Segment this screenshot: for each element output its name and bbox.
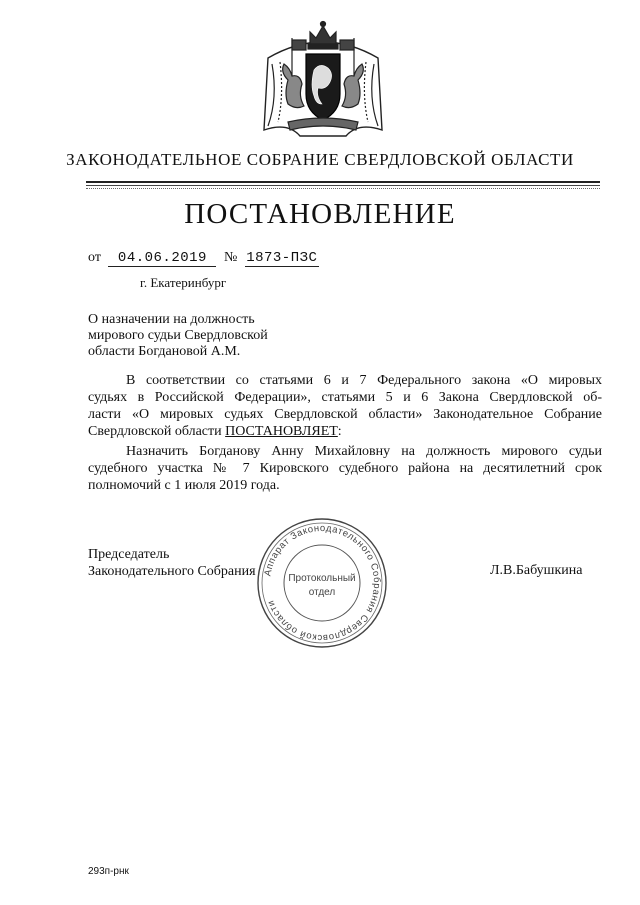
body-line: В соответствии со статьями 6 и 7 Федерального закона «О мировых (126, 373, 602, 388)
signatory-title (88, 546, 256, 580)
document-type-heading: ПОСТАНОВЛЕНИЕ (184, 198, 456, 230)
coat-of-arms-emblem (258, 18, 388, 144)
body-line: судебного участка № 7 Кировского судебного района на десятилетний срок (88, 461, 602, 476)
body-line: ласти «О мировых судьях Свердловской области» Законодательное Собрание (88, 407, 602, 422)
document-number: 1873-ПЗС (246, 250, 318, 266)
header-rule-dotted (86, 188, 600, 189)
subject-line: О назначении на должность (88, 312, 255, 327)
subject-line: области Богдановой А.М. (88, 344, 241, 359)
registration-line (88, 250, 319, 268)
body-text: : (337, 424, 342, 439)
signatory-title-line: Председатель (88, 547, 170, 562)
official-stamp (254, 515, 390, 651)
stamp-center-line: Протокольный (288, 573, 356, 584)
document-subject (88, 312, 348, 360)
issue-city: г. Екатеринбург (140, 275, 227, 290)
subject-line: мирового судьи Свердловской (88, 328, 268, 343)
header-rule-thin (86, 185, 600, 186)
stamp-ring-text: Аппарат Законодательного Собрания Свердловской области (262, 522, 383, 644)
signatory-name: Л.В.Бабушкина (490, 563, 583, 578)
document-date: 04.06.2019 (108, 250, 216, 267)
body-text: Свердловской области (88, 424, 226, 439)
footer-registration-code: 293п-рнк (88, 866, 129, 877)
organization-title: ЗАКОНОДАТЕЛЬНОЕ СОБРАНИЕ СВЕРДЛОВСКОЙ ОБЛАСТИ (66, 150, 574, 169)
body-line: полномочий с 1 июля 2019 года. (88, 478, 280, 493)
signatory-title-line: Законодательного Собрания (88, 564, 256, 579)
number-label: № (223, 250, 238, 265)
body-line-resolution (88, 423, 602, 440)
resolves-keyword: ПОСТАНОВЛЯЕТ (225, 424, 338, 439)
body-line: судьях в Российской Федерации», статьями 5 и 6 Закона Свердловской об- (88, 390, 602, 405)
date-prefix: от (88, 250, 101, 265)
header-rule-thick (86, 181, 600, 183)
stamp-center-line: отдел (308, 587, 336, 598)
preamble-paragraph (88, 372, 602, 440)
resolution-paragraph (88, 443, 602, 494)
body-line: Назначить Богданову Анну Михайловну на должность мирового судьи (126, 444, 602, 459)
